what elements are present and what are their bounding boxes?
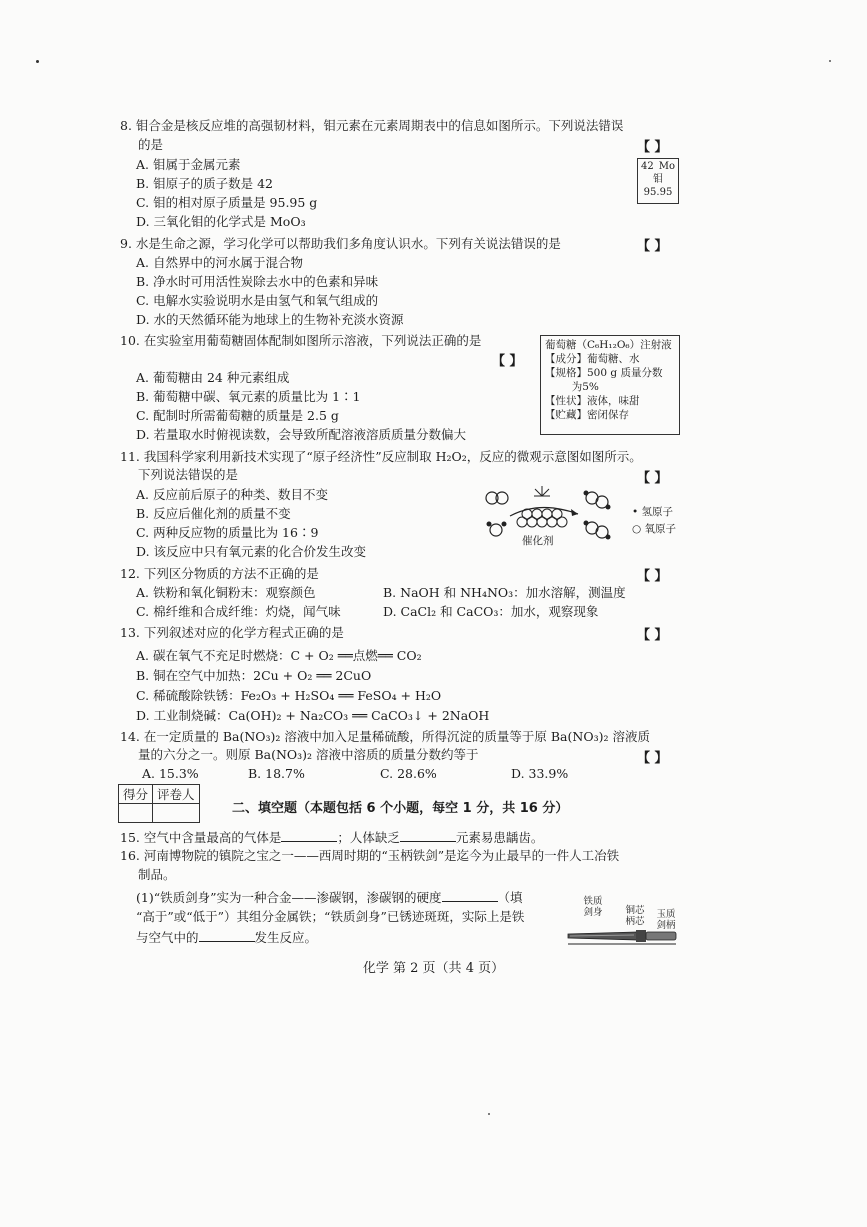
q11-stem-cont: 下列说法错误的是 (138, 467, 239, 482)
q12-option-d: D. CaCl₂ 和 CaCO₃：加水，观察现象 (383, 604, 599, 619)
reaction-micro-diagram (480, 484, 630, 548)
h2o2-molecule-icon (584, 491, 611, 510)
q14-option-b: B. 18.7% (248, 766, 305, 781)
q11-stem: 11. 我国科学家利用新技术实现了“原子经济性”反应制取 H₂O₂，反应的微观示意图如图所示。 (120, 449, 642, 464)
q9-option-d: D. 水的天然循环能为地球上的生物补充淡水资源 (136, 312, 404, 327)
scan-speck (36, 60, 39, 63)
q8-option-c: C. 钼的相对原子质量是 95.95 g (136, 195, 318, 210)
q9-option-c: C. 电解水实验说明水是由氢气和氧气组成的 (136, 293, 379, 308)
score-header: 得分 (119, 785, 153, 804)
illus-label-handle: 玉质剑柄 (656, 909, 676, 931)
q13-answer-bracket: 【 】 (637, 628, 668, 643)
q13-option-d: D. 工业制烧碱：Ca(OH)₂ + Na₂CO₃ ══ CaCO₃↓ + 2NaOH (136, 708, 490, 723)
grader-header: 评卷人 (153, 785, 200, 804)
q16-sub3-text: 与空气中的 (136, 930, 199, 945)
q16-sub1-hint: （填 (497, 890, 523, 905)
label-line: 【性状】液体，味甜 (545, 395, 640, 407)
q10-option-a: A. 葡萄糖由 24 种元素组成 (136, 370, 290, 385)
illus-label-core: 铜芯柄芯 (625, 905, 645, 927)
label-line: 为5% (545, 381, 599, 393)
q16-sub1-line2: “高于”或“低于”）其组分金属铁；“铁质剑身”已锈迹斑斑，实际上是铁 (136, 909, 525, 924)
q13-option-a: A. 碳在氧气不充足时燃烧：C + O₂ ══点燃══ CO₂ (136, 648, 422, 663)
section-title: 二、填空题（本题包括 6 个小题，每空 1 分，共 16 分） (232, 801, 569, 816)
q11-option-b: B. 反应后催化剂的质量不变 (136, 506, 291, 521)
q14-option-d: D. 33.9% (511, 766, 569, 781)
element-symbol: Mo (658, 161, 675, 172)
q16-blank-2[interactable] (199, 929, 255, 942)
label-line: 【成分】葡萄糖、水 (545, 353, 640, 365)
q16-stem: 16. 河南博物院的镇院之宝之一——西周时期的“玉柄铁剑”是迄今为止最早的一件人工冶铁 (120, 848, 620, 863)
o2-molecule-icon (486, 492, 508, 504)
scan-speck (829, 60, 831, 62)
q12-option-b: B. NaOH 和 NH₄NO₃：加水溶解，测温度 (383, 585, 626, 600)
q14-stem: 14. 在一定质量的 Ba(NO₃)₂ 溶液中加入足量稀硫酸，所得沉淀的质量等于原 Ba(NO₃)₂ 溶液质 (120, 729, 650, 744)
q14-option-a: A. 15.3% (142, 766, 199, 781)
score-table (118, 784, 200, 823)
page-footer: 化学 第 2 页（共 4 页） (362, 961, 505, 976)
q15-blank-2[interactable] (400, 829, 456, 842)
q14-stem-cont: 量的六分之一。则原 Ba(NO₃)₂ 溶液中溶质的质量分数约等于 (138, 747, 479, 762)
q16-sub1-line3 (136, 929, 317, 946)
q16-stem-cont: 制品。 (138, 867, 176, 882)
illus-label-blade: 铁质剑身 (583, 896, 603, 918)
q12-option-a: A. 铁粉和氧化铜粉末：观察颜色 (136, 585, 316, 600)
q8-answer-bracket: 【 】 (637, 140, 668, 155)
q14-answer-bracket: 【 】 (637, 751, 668, 766)
legend-hydrogen: • 氢原子 (632, 506, 674, 518)
q15-part2: ；人体缺乏 (337, 830, 400, 845)
catalyst-surface-icon (517, 509, 567, 527)
q16-sub1-line1 (136, 889, 523, 906)
q13-stem: 13. 下列叙述对应的化学方程式正确的是 (120, 625, 344, 640)
h2o-molecule-icon (487, 522, 507, 537)
q9-stem: 9. 水是生命之源，学习化学可以帮助我们多角度认识水。下列有关说法错误的是 (120, 236, 561, 251)
q11-option-d: D. 该反应中只有氧元素的化合价发生改变 (136, 544, 367, 559)
q15-part1: 15. 空气中含量最高的气体是 (120, 830, 282, 845)
legend-oxygen: ○ 氧原子 (632, 523, 676, 535)
q9-option-a: A. 自然界中的河水属于混合物 (136, 255, 303, 270)
q10-stem: 10. 在实验室用葡萄糖固体配制如图所示溶液，下列说法正确的是 (120, 333, 482, 348)
q13-option-b: B. 铜在空气中加热：2Cu + O₂ ══ 2CuO (136, 668, 372, 683)
element-tile-mo (637, 158, 679, 204)
q12-answer-bracket: 【 】 (637, 569, 668, 584)
glucose-label (540, 335, 680, 435)
label-line: 葡萄糖（C₆H₁₂O₆）注射液 (545, 339, 672, 351)
iron-sword-icon (566, 922, 680, 950)
label-line: 【贮藏】密闭保存 (545, 409, 629, 421)
q8-option-a: A. 钼属于金属元素 (136, 157, 241, 172)
element-name: 钼 (653, 174, 663, 185)
q12-stem: 12. 下列区分物质的方法不正确的是 (120, 566, 319, 581)
light-icon (534, 486, 550, 496)
q8-option-b: B. 钼原子的质子数是 42 (136, 176, 274, 191)
score-cell (119, 804, 153, 823)
q11-option-c: C. 两种反应物的质量比为 16∶9 (136, 525, 319, 540)
grader-cell (153, 804, 200, 823)
q16-sub1-text: (1)“铁质剑身”实为一种合金——渗碳钢，渗碳钢的硬度 (136, 890, 442, 905)
q13-option-c: C. 稀硫酸除铁锈：Fe₂O₃ + H₂SO₄ ══ FeSO₄ + H₂O (136, 688, 442, 703)
q15-line (120, 829, 543, 846)
catalyst-label: 催化剂 (522, 535, 554, 547)
q9-option-b: B. 净水时可用活性炭除去水中的色素和异味 (136, 274, 379, 289)
q10-option-b: B. 葡萄糖中碳、氧元素的质量比为 1∶1 (136, 389, 361, 404)
q15-part3: 元素易患龋齿。 (455, 830, 544, 845)
element-number: 42 (641, 161, 654, 172)
q9-answer-bracket: 【 】 (637, 239, 668, 254)
label-line: 【规格】500 g 质量分数 (545, 367, 663, 379)
q8-option-d: D. 三氧化钼的化学式是 MoO₃ (136, 214, 306, 229)
q8-stem-cont: 的是 (138, 137, 164, 152)
q16-blank-1[interactable] (442, 889, 498, 902)
element-mass: 95.95 (643, 187, 673, 198)
q11-answer-bracket: 【 】 (637, 471, 668, 486)
q8-stem: 8. 钼合金是核反应堆的高强韧材料，钼元素在元素周期表中的信息如图所示。下列说法错误 (120, 118, 624, 133)
q10-option-d: D. 若量取水时俯视读数，会导致所配溶液溶质质量分数偏大 (136, 427, 467, 442)
q16-sub3-tail: 发生反应。 (254, 930, 318, 945)
q11-option-a: A. 反应前后原子的种类、数目不变 (136, 487, 328, 502)
q12-option-c: C. 棉纤维和合成纤维：灼烧，闻气味 (136, 604, 341, 619)
h2o2-molecule-icon (584, 521, 611, 540)
scan-speck (488, 1113, 490, 1115)
q15-blank-1[interactable] (281, 829, 337, 842)
q10-option-c: C. 配制时所需葡萄糖的质量是 2.5 g (136, 408, 339, 423)
arrow-icon (510, 507, 578, 516)
q10-answer-bracket: 【 】 (492, 354, 523, 369)
q14-option-c: C. 28.6% (380, 766, 437, 781)
